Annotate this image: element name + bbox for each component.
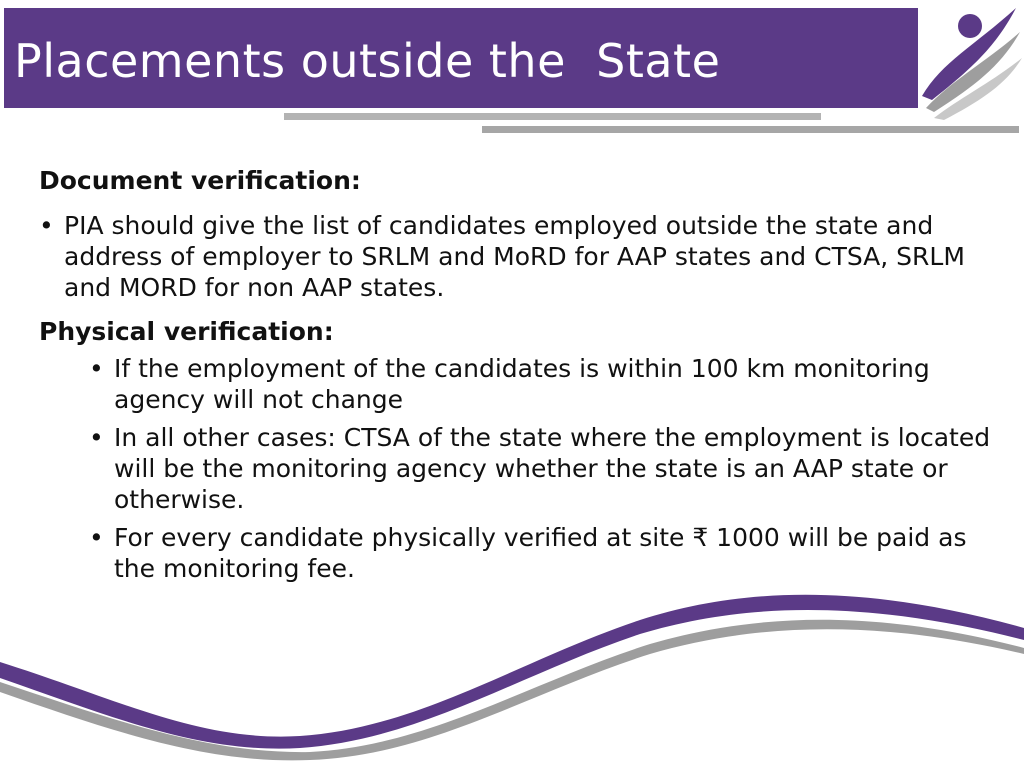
divider-rule-lower	[482, 126, 1019, 133]
bullet-icon: •	[39, 211, 54, 240]
slide-content	[39, 166, 1009, 591]
title-bar	[4, 8, 918, 108]
section-heading-document: Document verification:	[39, 166, 361, 195]
bullet-text: PIA should give the list of candidates employed outside the state and address of employer to SRLM and MoRD for AAP states and CTSA, SRLM and MORD for non AAP states.	[64, 211, 965, 302]
bullet-text: In all other cases: CTSA of the state where the employment is located will be the monitoring agency whether the state is an AAP state or otherwise.	[114, 423, 991, 514]
bullet-icon: •	[89, 354, 104, 383]
decorative-wave	[0, 570, 1024, 768]
list-item	[89, 422, 1009, 515]
document-bullets	[39, 210, 1009, 303]
logo-figure-icon	[916, 2, 1024, 122]
bullet-icon: •	[89, 423, 104, 452]
divider-rule-upper	[284, 113, 821, 120]
bullet-text: For every candidate physically verified at site ₹ 1000 will be paid as the monitoring fee.	[114, 523, 967, 583]
bullet-text: If the employment of the candidates is within 100 km monitoring agency will not change	[114, 354, 930, 414]
section-heading-physical: Physical verification:	[39, 317, 334, 346]
slide-title: Placements outside the State	[14, 34, 721, 88]
list-item	[39, 210, 1009, 303]
bullet-icon: •	[89, 523, 104, 552]
physical-bullets	[39, 353, 1009, 584]
list-item	[89, 353, 1009, 415]
